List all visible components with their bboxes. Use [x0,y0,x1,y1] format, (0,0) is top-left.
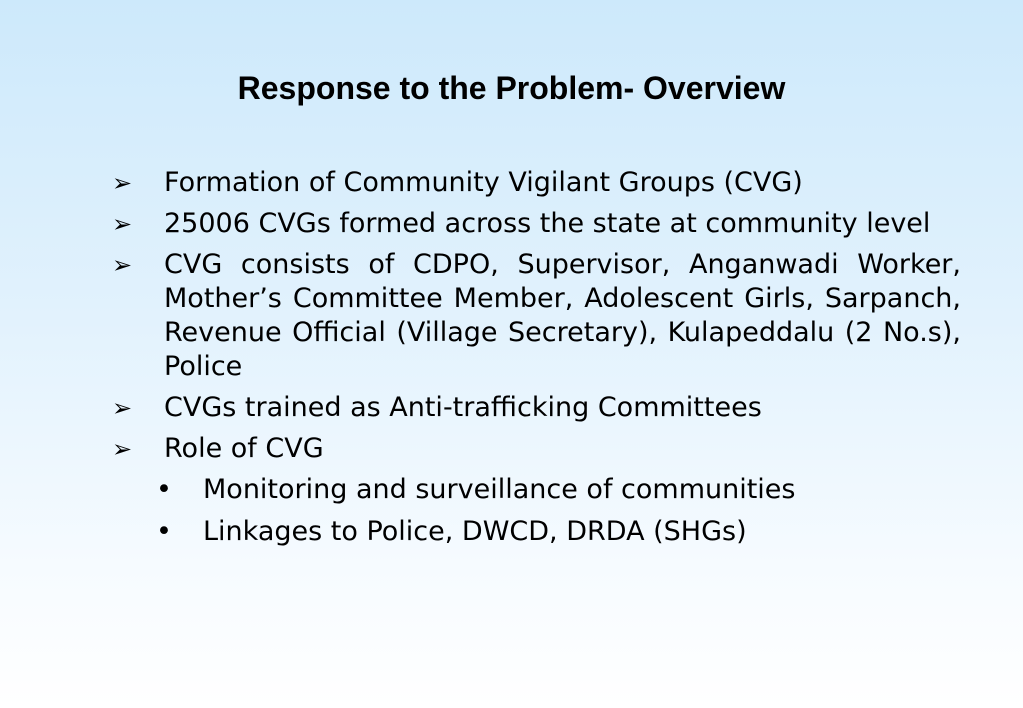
sub-bullet-item-linkages [0,515,1023,549]
bullet-text: CVG consists of CDPO, Supervisor, Anganwadi Worker, Mother’s Committee Member, Adolescent Girls, Sarpanch, Revenue Official (Village Secretary), Kulapeddalu (2 No.s), Police [164,249,961,382]
bullet-list [0,166,1023,557]
bullet-item-cvg-training [0,391,1023,425]
sub-bullet-text: Linkages to Police, DWCD, DRDA (SHGs) [203,516,747,547]
bullet-item-cvg-role [0,432,1023,466]
dot-bullet-icon: • [156,474,172,505]
bullet-text: 25006 CVGs formed across the state at community level [164,208,931,239]
arrow-bullet-icon: ➢ [112,394,133,422]
arrow-bullet-icon: ➢ [112,435,133,463]
bullet-text: Formation of Community Vigilant Groups (CVG) [164,167,803,198]
bullet-item-cvgs-formed [0,207,1023,241]
sub-bullet-item-monitoring [0,473,1023,507]
sub-bullet-text: Monitoring and surveillance of communities [203,474,796,505]
arrow-bullet-icon: ➢ [112,169,133,197]
bullet-item-cvg-formation [0,166,1023,200]
arrow-bullet-icon: ➢ [112,251,133,279]
bullet-text: CVGs trained as Anti-trafficking Committees [164,392,762,423]
dot-bullet-icon: • [156,516,172,547]
arrow-bullet-icon: ➢ [112,210,133,238]
slide-title: Response to the Problem- Overview [237,70,786,106]
bullet-text: Role of CVG [164,433,324,464]
bullet-item-cvg-members [0,248,1023,384]
